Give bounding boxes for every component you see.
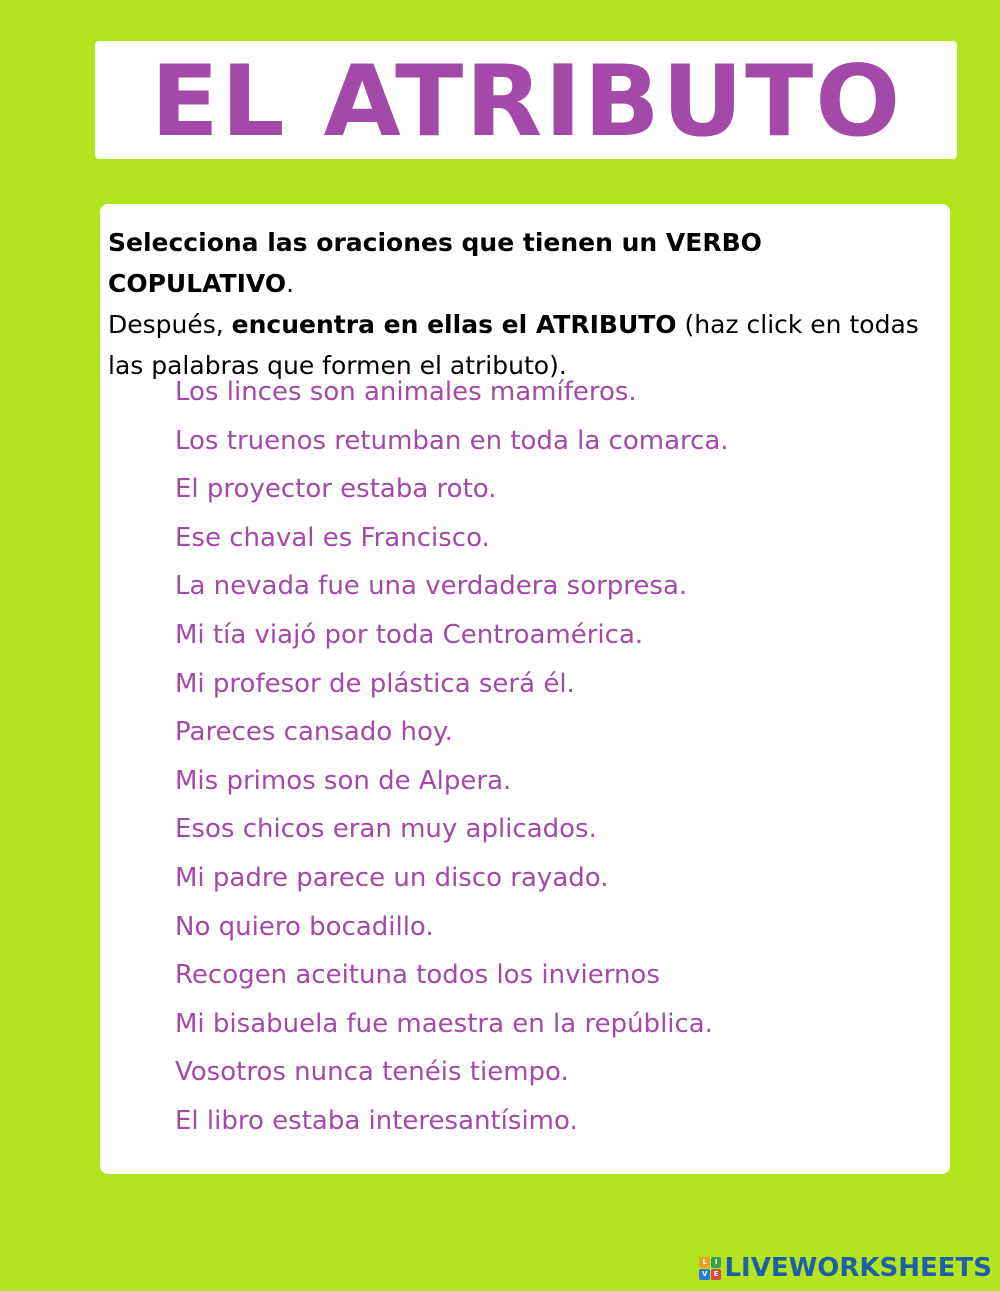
sentence-item[interactable]: Mi padre parece un disco rayado.: [175, 862, 609, 893]
sentence-item[interactable]: Los truenos retumban en toda la comarca.: [175, 425, 729, 456]
sentence-item[interactable]: Mi tía viajó por toda Centroamérica.: [175, 619, 644, 650]
sentence-item[interactable]: Vosotros nunca tenéis tiempo.: [175, 1057, 569, 1088]
sentence-item[interactable]: Mi bisabuela fue maestra en la república.: [175, 1008, 714, 1039]
brand-name: LIVEWORKSHEETS: [724, 1253, 992, 1283]
instructions-bold-2: encuentra en ellas el ATRIBUTO: [231, 310, 677, 339]
sentence-item[interactable]: El libro estaba interesantísimo.: [175, 1105, 578, 1136]
instructions-bold-1: Selecciona las oraciones que tienen un VERBO COPULATIVO: [108, 228, 762, 298]
liveworksheets-brand[interactable]: [699, 1253, 992, 1283]
logo-letter-e: E: [711, 1269, 722, 1280]
instructions: [108, 222, 928, 386]
page-title: EL ATRIBUTO: [150, 45, 902, 159]
sentence-list: [175, 368, 729, 1146]
liveworksheets-logo-icon: [699, 1257, 721, 1279]
logo-letter-i: I: [711, 1257, 722, 1268]
sentence-item[interactable]: Los linces son animales mamíferos.: [175, 377, 637, 407]
sentence-item[interactable]: La nevada fue una verdadera sorpresa.: [175, 571, 688, 602]
sentence-item[interactable]: Pareces cansado hoy.: [175, 717, 453, 748]
sentence-item[interactable]: El proyector estaba roto.: [175, 474, 497, 505]
instructions-text-3: (haz click en todas las palabras que formen el atributo).: [108, 310, 919, 380]
title-banner: [95, 41, 957, 159]
logo-letter-v: V: [699, 1269, 710, 1280]
sentence-item[interactable]: Esos chicos eran muy aplicados.: [175, 814, 597, 845]
sentence-item[interactable]: Ese chaval es Francisco.: [175, 522, 490, 553]
worksheet-panel: [100, 204, 950, 1174]
instructions-text-2: Después,: [108, 310, 232, 339]
sentence-item[interactable]: Recogen aceituna todos los inviernos: [175, 960, 660, 991]
instructions-text-1: .: [286, 269, 295, 298]
sentence-item[interactable]: Mi profesor de plástica será él.: [175, 668, 575, 699]
sentence-item[interactable]: No quiero bocadillo.: [175, 911, 434, 942]
sentence-item[interactable]: Mis primos son de Alpera.: [175, 765, 512, 796]
logo-letter-l: L: [699, 1257, 710, 1268]
